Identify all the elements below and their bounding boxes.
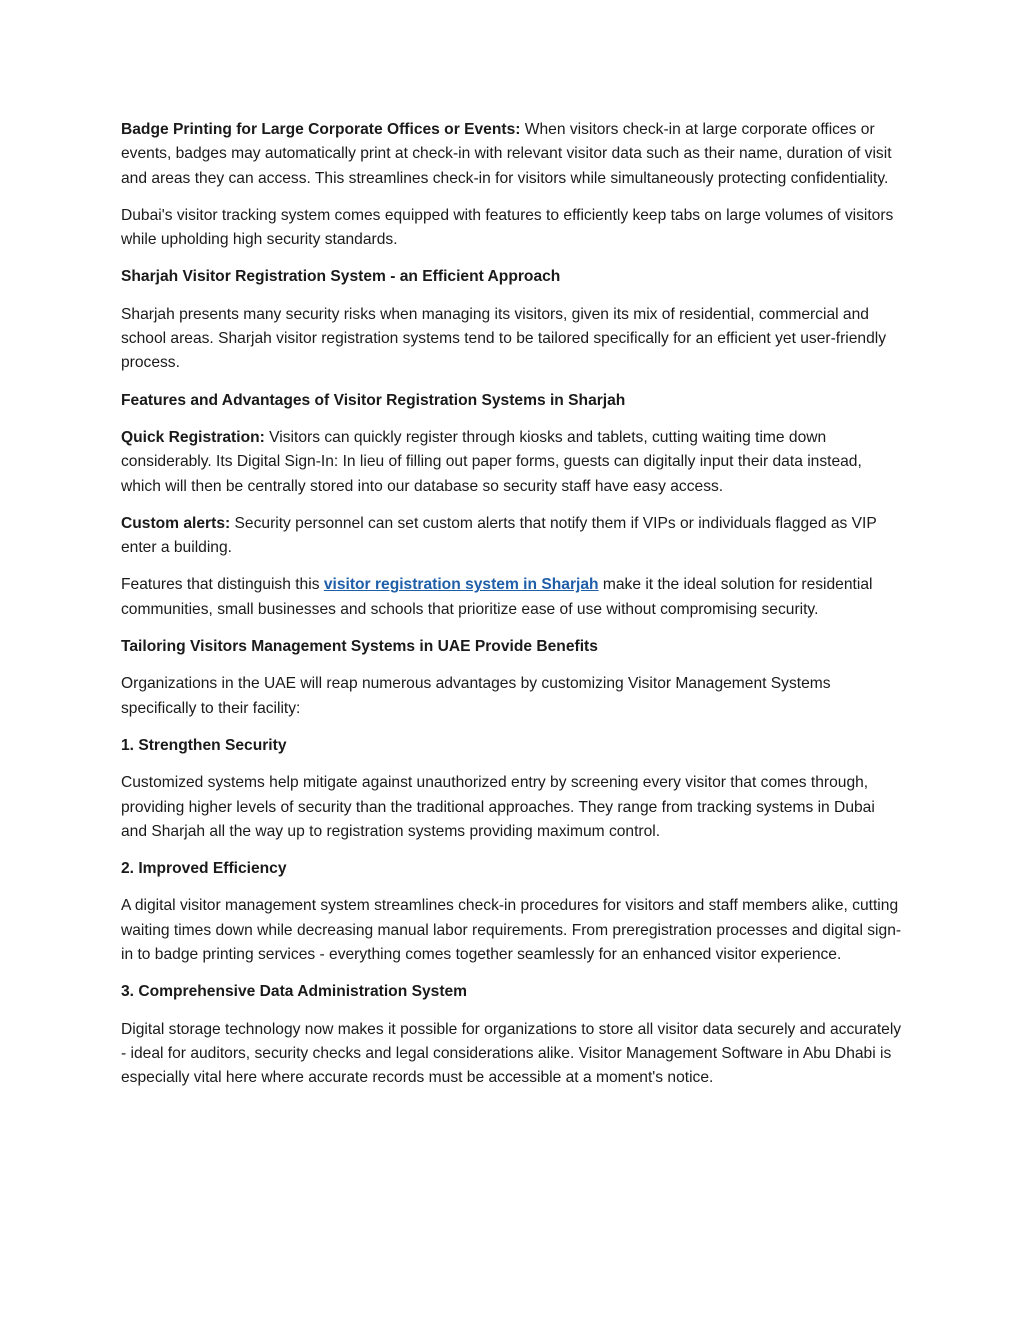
quick-registration-paragraph (121, 426, 903, 499)
benefit-heading-efficiency: 2. Improved Efficiency (121, 860, 287, 878)
sharjah-heading: Sharjah Visitor Registration System - an Efficient Approach (121, 268, 561, 286)
document-page (121, 118, 903, 1104)
badge-printing-paragraph (121, 118, 903, 191)
badge-printing-text: When visitors check-in at large corporate offices or events, badges may automatically print at check-in with relevant visitor data such as their name, duration of visit and areas they can access. This streamlines check-in for visitors while simultaneously protecting confidentiality. (121, 121, 892, 187)
benefit-text-data-administration: Digital storage technology now makes it possible for organizations to store all visitor data securely and accurately - ideal for auditors, security checks and legal considerations alike. Visitor Management Software in Abu Dhabi is especially vital here where accurate records must be accessible at a moment's notice. (121, 1020, 902, 1087)
benefit-heading-security: 1. Strengthen Security (121, 736, 287, 754)
benefit-heading-data-administration: 3. Comprehensive Data Administration System (121, 983, 468, 1001)
benefit-text-efficiency: A digital visitor management system streamlines check-in procedures for visitors and staff members alike, cutting waiting times down while decreasing manual labor requirements. From preregistration processes and digital sign-in to badge printing services - everything comes together seamlessly for an enhanced visitor experience. (121, 897, 902, 964)
custom-alerts-paragraph (121, 512, 903, 561)
visitor-registration-sharjah-link[interactable]: visitor registration system in Sharjah (323, 576, 599, 594)
quick-registration-lead: Quick Registration: (121, 428, 265, 446)
dubai-summary-paragraph: Dubai's visitor tracking system comes equipped with features to efficiently keep tabs on large volumes of visitors while upholding high security standards. (121, 206, 894, 249)
custom-alerts-text: Security personnel can set custom alerts that notify them if VIPs or individuals flagged as VIP enter a building. (121, 514, 877, 557)
features-heading: Features and Advantages of Visitor Registration Systems in Sharjah (121, 391, 626, 409)
custom-alerts-lead: Custom alerts: (121, 514, 231, 532)
sharjah-intro-paragraph: Sharjah presents many security risks when managing its visitors, given its mix of residential, commercial and school areas. Sharjah visitor registration systems tend to be tailored specifically for an efficient yet user-friendly process. (121, 305, 887, 372)
quick-registration-text: Visitors can quickly register through kiosks and tablets, cutting waiting time down considerably. Its Digital Sign-In: In lieu of filling out paper forms, guests can digitally input their data instead, which will then be centrally stored into our database so security staff have easy access. (121, 428, 862, 495)
benefit-text-security: Customized systems help mitigate against unauthorized entry by screening every visitor that comes through, providing higher levels of security than the traditional approaches. They range from tracking systems in Dubai and Sharjah all the way up to registration systems providing maximum control. (121, 774, 875, 840)
tailoring-heading: Tailoring Visitors Management Systems in UAE Provide Benefits (121, 638, 598, 656)
distinguish-paragraph (121, 573, 903, 622)
distinguish-text-after: make it the ideal solution for residential communities, small businesses and schools that prioritize ease of use without compromising security. (121, 576, 873, 618)
distinguish-text-before: Features that distinguish this (121, 576, 324, 594)
badge-printing-lead: Badge Printing for Large Corporate Offices or Events: (121, 121, 521, 138)
tailoring-intro-paragraph: Organizations in the UAE will reap numerous advantages by customizing Visitor Management Systems specifically to their facility: (121, 675, 831, 717)
